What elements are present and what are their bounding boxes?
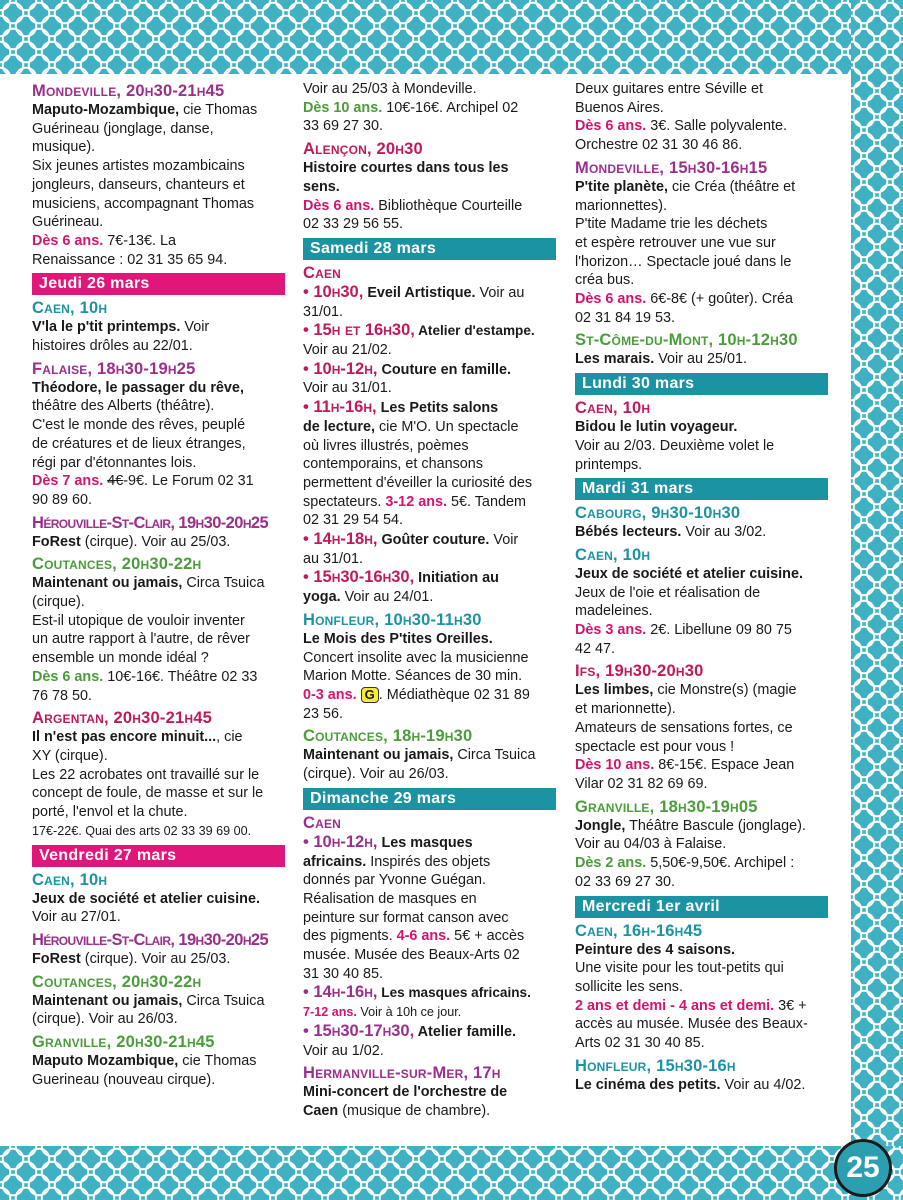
event-title: Coutances, 18h-19h30: [303, 727, 473, 746]
event-time: • 15h et 16h30,: [303, 321, 415, 340]
event-text: cie Monstre(s) (magie: [653, 682, 797, 699]
event-name: Jeux de société et atelier cuisine.: [575, 565, 803, 582]
event-text: 7€-13€. La: [103, 232, 177, 249]
event-name: Initiation au: [414, 570, 499, 587]
event-text: Voir: [489, 532, 519, 549]
event-text: 02 33 69 27 30.: [575, 873, 676, 890]
event-text: 17€-22€. Quai des arts 02 33 39 69 00.: [32, 823, 252, 838]
event-coutances-3: [303, 727, 556, 783]
day-header-jeudi: Jeudi 26 mars: [32, 273, 285, 295]
event-name: Goûter couture.: [377, 532, 490, 549]
decorative-border-right: [851, 0, 903, 1200]
event-name: Maputo-Mozambique,: [32, 102, 180, 118]
decorative-border-bottom: [0, 1146, 903, 1200]
event-title: Granville, 20h30-21h45: [32, 1033, 215, 1052]
day-header-dimanche: Dimanche 29 mars: [303, 788, 556, 810]
event-text: Circa Tsuica: [182, 992, 265, 1009]
column-2: [303, 80, 556, 1125]
event-time: • 15h30-17h30,: [303, 1021, 415, 1040]
event-text: 3€. Salle polyvalente.: [646, 118, 788, 135]
event-name: Couture en famille.: [377, 361, 512, 378]
event-name: Caen: [303, 1102, 339, 1119]
event-text: accès au musée. Musée des Beaux-: [575, 1016, 808, 1033]
event-text: Circa Tsuica: [182, 575, 265, 592]
event-text: Voir au 21/02.: [303, 342, 392, 359]
event-name: Il n'est pas encore minuit...: [32, 729, 217, 746]
event-name: Peinture des 4 saisons.: [575, 941, 735, 958]
page-number-badge: 25: [834, 1139, 892, 1197]
event-title: Cabourg, 9h30-10h30: [575, 504, 741, 523]
event-name: Maintenant ou jamais,: [303, 747, 454, 764]
event-text: de créatures et de lieux étranges,: [32, 435, 246, 452]
event-text: Voir au 31/01.: [303, 380, 392, 397]
event-name: Les limbes,: [575, 682, 654, 699]
event-name: FoRest: [32, 950, 81, 967]
event-text: et espère retrouver une vue sur: [575, 234, 776, 251]
event-text: Guérineau (jonglage, danse,: [32, 120, 214, 137]
g-label-icon: G: [361, 687, 379, 703]
event-time: • 10h-12h,: [303, 832, 378, 851]
event-text: Vilar 02 31 82 69 69.: [575, 775, 708, 792]
event-title: Mondeville, 20h30-21h45: [32, 82, 225, 100]
event-name: Histoire courtes dans tous les: [303, 160, 509, 177]
event-text: Voir au 1/02.: [303, 1042, 384, 1059]
event-text: Deux guitares entre Séville et: [575, 81, 763, 97]
event-text: spectateurs.: [303, 493, 382, 510]
event-text: 6€-8€ (+ goûter). Créa: [646, 291, 793, 308]
event-title: Hermanville-sur-Mer, 17h: [303, 1064, 501, 1083]
age-label: 0-3 ans.: [303, 686, 357, 703]
event-text: Guerineau (nouveau cirque).: [32, 1071, 216, 1088]
event-text: donnés par Yvonne Guégan.: [303, 872, 486, 889]
age-label: Dès 3 ans.: [575, 622, 647, 639]
event-text: (musique de chambre).: [338, 1102, 491, 1119]
event-text: 42 47.: [575, 640, 616, 657]
event-text: Concert insolite avec la musicienne: [303, 649, 529, 666]
event-title: Coutances, 20h30-22h: [32, 555, 202, 574]
event-title: Honfleur, 10h30-11h30: [303, 610, 482, 629]
event-text: (cirque). Voir au 25/03.: [80, 950, 231, 967]
event-text: contemporains, et chansons: [303, 456, 483, 473]
event-name: Bidou le lutin voyageur.: [575, 419, 738, 436]
age-label: 7-12 ans.: [303, 1005, 357, 1020]
event-title: Argentan, 20h30-21h45: [32, 709, 212, 728]
event-text: cie Thomas: [179, 102, 258, 118]
event-text: Théâtre Bascule (jonglage).: [625, 817, 806, 834]
event-name: Le cinéma des petits.: [575, 1076, 721, 1093]
event-text: , cie: [216, 729, 243, 746]
event-text: cie M'O. Un spectacle: [374, 418, 519, 435]
event-text: printemps.: [575, 456, 643, 473]
event-caen-dimanche: [303, 814, 556, 1060]
event-text: Voir au 04/03 à Falaise.: [575, 836, 727, 853]
event-name: Les marais.: [575, 351, 655, 368]
event-cabourg: [575, 504, 828, 542]
age-label: Dès 2 ans.: [575, 855, 647, 872]
event-text: marionnettes).: [575, 197, 667, 214]
event-caen-samedi: [303, 264, 556, 607]
event-name: sens.: [303, 178, 340, 195]
event-text: musique).: [32, 139, 96, 156]
event-text: 10€-16€. Archipel 02: [382, 99, 519, 116]
day-header-mardi: Mardi 31 mars: [575, 478, 828, 500]
event-title: Coutances, 20h30-22h: [32, 972, 202, 991]
event-mondeville-2: [575, 159, 828, 328]
event-text: 2€. Libellune 09 80 75: [646, 622, 792, 639]
event-text: 02 31 29 54 54.: [303, 512, 404, 529]
event-coutances-2: [32, 973, 285, 1029]
age-label: Dès 7 ans.: [32, 473, 104, 490]
event-herouville-1: [32, 514, 285, 552]
event-text: (cirque). Voir au 26/03.: [303, 766, 449, 783]
event-hermanville: [303, 1064, 556, 1120]
event-text: 76 78 50.: [32, 687, 93, 704]
event-text: Une visite pour les tout-petits qui: [575, 960, 784, 977]
day-header-mercredi: Mercredi 1er avril: [575, 896, 828, 918]
event-name: Maintenant ou jamais,: [32, 992, 183, 1009]
event-title: Caen, 10h: [32, 299, 108, 318]
age-label: Dès 6 ans.: [32, 232, 104, 249]
event-text: et marionnette).: [575, 701, 676, 718]
event-name: Les Petits salons: [376, 400, 499, 417]
event-text: 02 33 29 56 55.: [303, 216, 404, 233]
event-text: théâtre des Alberts (théâtre).: [32, 398, 215, 415]
event-text: Voir au 25/03 à Mondeville.: [303, 81, 477, 97]
event-text: Buenos Aires.: [575, 99, 664, 116]
event-text: Voir au: [475, 284, 525, 301]
event-name: Les masques africains.: [377, 985, 531, 1001]
event-continued-col3: [575, 80, 828, 155]
event-name: Maintenant ou jamais,: [32, 575, 183, 592]
event-name: P'tite planète,: [575, 178, 668, 195]
event-text: . Médiathèque 02 31 89: [378, 686, 530, 703]
event-granville-1: [32, 1033, 285, 1089]
event-text: musiciens, accompagnant Thomas: [32, 195, 255, 212]
event-text: 5€ + accès: [450, 928, 525, 945]
event-time: • 14h-18h,: [303, 530, 378, 549]
event-caen-jeudi: [32, 299, 285, 355]
event-title: St-Côme-du-Mont, 10h-12h30: [575, 331, 798, 350]
event-name: Théodore, le passager du rêve,: [32, 379, 244, 396]
event-title: Ifs, 19h30-20h30: [575, 662, 704, 681]
event-text: 5,50€-9,50€. Archipel :: [646, 855, 795, 872]
event-title: Caen: [303, 813, 342, 832]
column-1: [32, 80, 285, 1093]
event-text: 5€. Tandem: [447, 493, 526, 510]
event-text: madeleines.: [575, 603, 653, 620]
struck-price: 4€: [107, 473, 124, 490]
age-label: Dès 6 ans.: [32, 668, 104, 685]
event-text: 31/01.: [303, 303, 344, 320]
event-text: 33 69 27 30.: [303, 118, 384, 135]
event-text: Renaissance : 02 31 35 65 94.: [32, 251, 228, 268]
event-text: porté, l'envol et la chute.: [32, 804, 188, 821]
age-label: Dès 6 ans.: [575, 118, 647, 135]
event-text: où livres illustrés, poèmes: [303, 437, 469, 454]
event-mondeville-1: [32, 82, 285, 269]
event-text: (cirque). Voir au 26/03.: [32, 1011, 178, 1028]
event-caen-mercredi: [575, 922, 828, 1053]
event-text: XY (cirque).: [32, 747, 108, 764]
event-honfleur-2: [575, 1057, 828, 1095]
event-title: Mondeville, 15h30-16h15: [575, 158, 768, 177]
event-title: Hérouville-St-Clair, 19h30-20h25: [32, 513, 269, 532]
event-text: Réalisation de masques en: [303, 890, 477, 907]
event-text: 3€ +: [774, 997, 807, 1014]
day-header-lundi: Lundi 30 mars: [575, 373, 828, 395]
event-text: Jeux de l'oie et réalisation de: [575, 584, 761, 601]
event-coutances-1: [32, 555, 285, 705]
event-text: créa bus.: [575, 272, 635, 289]
event-falaise: [32, 360, 285, 510]
event-argentan: [32, 709, 285, 840]
event-name: de lecture,: [303, 418, 375, 435]
event-text: P'tite Madame trie les déchets: [575, 216, 768, 233]
event-text: peinture sur format canson avec: [303, 909, 509, 926]
event-text: au 31/01.: [303, 550, 364, 567]
event-name: Atelier famille.: [414, 1023, 517, 1040]
event-text: Bibliothèque Courteille: [374, 197, 523, 214]
event-continued-col2: [303, 80, 556, 136]
event-text: Amateurs de sensations fortes, ce: [575, 719, 793, 736]
event-st-come-du-mont: [575, 331, 828, 369]
event-text: l'horizon… Spectacle joué dans le: [575, 253, 792, 270]
event-text: Circa Tsuica: [453, 747, 536, 764]
age-label: Dès 6 ans.: [575, 291, 647, 308]
event-time: • 14h-16h,: [303, 983, 378, 1002]
event-text: concept de foule, de masse et sur le: [32, 785, 264, 802]
age-label: 3-12 ans.: [381, 493, 447, 510]
event-text: (cirque).: [32, 594, 85, 611]
event-text: Est-il utopique de vouloir inventer: [32, 612, 245, 629]
event-ifs: [575, 662, 828, 793]
event-honfleur-1: [303, 611, 556, 724]
event-title: Honfleur, 15h30-16h: [575, 1056, 736, 1075]
event-text: spectacle est pour vous !: [575, 738, 735, 755]
event-name: Atelier d'estampe.: [414, 323, 535, 339]
event-text: régi par d'étonnantes lois.: [32, 454, 197, 471]
event-caen-mardi: [575, 546, 828, 659]
event-title: Caen, 10h: [575, 399, 651, 418]
event-text: Voir au 3/02.: [681, 524, 767, 541]
event-text: (cirque). Voir au 25/03.: [80, 533, 231, 550]
event-name: Les masques: [377, 834, 473, 851]
event-text: un autre rapport à l'autre, de rêver: [32, 631, 250, 648]
event-text: Voir au 4/02.: [720, 1076, 806, 1093]
column-3: [575, 80, 828, 1098]
event-title: Granville, 18h30-19h05: [575, 797, 758, 816]
day-header-samedi: Samedi 28 mars: [303, 238, 556, 260]
event-time: • 11h-16h,: [303, 398, 377, 417]
event-text: sollicite les sens.: [575, 978, 683, 995]
event-text: Voir au 24/01.: [340, 589, 434, 606]
event-text: Orchestre 02 31 30 46 86.: [575, 137, 743, 154]
event-title: Caen, 10h: [575, 545, 651, 564]
event-alencon: [303, 140, 556, 234]
event-title: Falaise, 18h30-19h25: [32, 359, 196, 378]
age-label: Dès 10 ans.: [575, 757, 655, 774]
event-title: Caen: [303, 263, 342, 282]
event-time: • 10h-12h,: [303, 359, 378, 378]
event-title: Caen, 16h-16h45: [575, 921, 703, 940]
day-header-vendredi: Vendredi 27 mars: [32, 845, 285, 867]
event-herouville-2: [32, 931, 285, 969]
event-text: Inspirés des objets: [366, 853, 491, 870]
event-time: • 15h30-16h30,: [303, 568, 415, 587]
event-text: Six jeunes artistes mozambicains: [32, 158, 245, 175]
event-name: FoRest: [32, 533, 81, 550]
event-text: Les 22 acrobates ont travaillé sur le: [32, 766, 260, 783]
age-label: 4-6 ans.: [392, 928, 451, 945]
event-name: Eveil Artistique.: [363, 284, 476, 301]
event-name: V'la le p'tit printemps.: [32, 319, 181, 336]
event-name: Mini-concert de l'orchestre de: [303, 1084, 508, 1101]
event-name: Jeux de société et atelier cuisine.: [32, 890, 260, 907]
event-time: • 10h30,: [303, 282, 364, 301]
age-label: Dès 10 ans.: [303, 99, 383, 116]
event-text: C'est le monde des rêves, peuplé: [32, 417, 246, 434]
event-title: Caen, 10h: [32, 870, 108, 889]
age-label: 2 ans et demi - 4 ans et demi.: [575, 997, 775, 1014]
event-text: Voir au 2/03. Deuxième volet le: [575, 437, 775, 454]
event-text: cie Thomas: [178, 1053, 257, 1070]
event-text: permettent d'éveiller la curiosité des: [303, 474, 533, 491]
event-text: ensemble un monde idéal ?: [32, 650, 209, 667]
event-caen-vendredi: [32, 871, 285, 927]
event-text: 8€-15€. Espace Jean: [654, 757, 795, 774]
event-name: Maputo Mozambique,: [32, 1053, 179, 1070]
event-text: histoires drôles au 22/01.: [32, 338, 193, 355]
event-text: des pigments.: [303, 928, 393, 945]
event-text: -9€. Le Forum 02 31: [123, 473, 254, 490]
event-name: Jongle,: [575, 817, 626, 834]
event-text: 02 31 84 19 53.: [575, 309, 676, 326]
event-text: 31 30 40 85.: [303, 965, 384, 982]
event-title: Hérouville-St-Clair, 19h30-20h25: [32, 930, 269, 949]
event-text: Voir au 25/01.: [654, 351, 748, 368]
event-text: jongleurs, danseurs, chanteurs et: [32, 176, 245, 193]
event-text: 10€-16€. Théâtre 02 33: [103, 668, 258, 685]
event-text: Voir: [180, 319, 210, 336]
event-name: Le Mois des P'tites Oreilles.: [303, 630, 493, 647]
age-label: Dès 6 ans.: [303, 197, 375, 214]
event-caen-lundi: [575, 399, 828, 474]
event-name: Bébés lecteurs.: [575, 524, 682, 541]
event-text: 23 56.: [303, 705, 344, 722]
event-name: africains.: [303, 853, 367, 870]
event-text: Voir au 27/01.: [32, 909, 121, 926]
event-text: 90 89 60.: [32, 491, 93, 508]
event-text: Marion Motte. Séances de 30 min.: [303, 668, 523, 685]
event-name: yoga.: [303, 589, 341, 606]
event-text: musée. Musée des Beaux-Arts 02: [303, 947, 520, 964]
event-title: Alençon, 20h30: [303, 140, 423, 159]
event-text: Guérineau.: [32, 214, 104, 231]
event-text: cie Créa (théâtre et: [667, 178, 796, 195]
decorative-border-top: [0, 0, 903, 74]
event-text: Arts 02 31 30 40 85.: [575, 1035, 705, 1052]
event-granville-2: [575, 798, 828, 892]
event-text: Voir à 10h ce jour.: [356, 1005, 462, 1020]
